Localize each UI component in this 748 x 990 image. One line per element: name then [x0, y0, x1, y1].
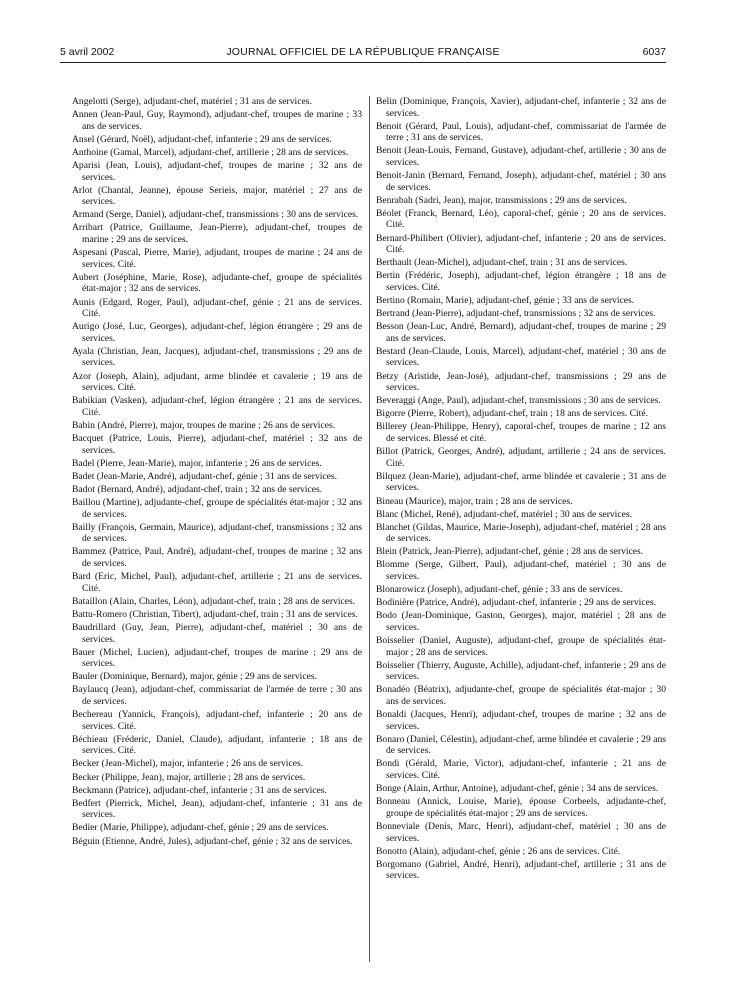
list-item: Badel (Pierre, Jean-Marie), major, infanterie ; 26 ans de services.	[72, 457, 322, 469]
list-item: Bailly (François, Germain, Maurice), adjudant-chef, transmissions ; 32 ans de services.	[72, 521, 362, 545]
list-item: Beckmann (Patrice), adjudant-chef, infanterie ; 31 ans de services.	[72, 784, 327, 796]
list-item: Becker (Philippe, Jean), major, artillerie ; 28 ans de services.	[72, 771, 306, 783]
list-item: Blanc (Michel, René), adjudant-chef, matériel ; 30 ans de services.	[376, 508, 633, 520]
list-item: Ansel (Gérard, Noël), adjudant-chef, infanterie ; 29 ans de services.	[72, 133, 332, 145]
list-item: Baylaucq (Jean), adjudant-chef, commissariat de l'armée de terre ; 30 ans de services.	[72, 684, 362, 707]
list-item: Aparisi (Jean, Louis), adjudant-chef, troupes de marine ; 32 ans de services.	[72, 159, 362, 183]
list-item: Aubert (Joséphine, Marie, Rose), adjudante-chef, groupe de spécialités état-major ; 32 ans de services.	[72, 271, 362, 295]
list-item: Annen (Jean-Paul, Guy, Raymond), adjudant-chef, troupes de marine ; 33 ans de services.	[72, 109, 362, 132]
list-item: Badot (Bernard, André), adjudant-chef, train ; 32 ans de services.	[72, 483, 323, 495]
list-item: Borgomano (Gabriel, André, Henri), adjudant-chef, artillerie ; 31 ans de services.	[376, 858, 666, 882]
list-item: Baillou (Martine), adjudante-chef, groupe de spécialités état-major ; 32 ans de services.	[72, 497, 362, 520]
list-item: Betzy (Aristide, Jean-José), adjudant-chef, transmissions ; 29 ans de services.	[376, 370, 666, 394]
list-item: Benoit (Gérard, Paul, Louis), adjudant-chef, commissariat de l'armée de terre ; 31 ans de services.	[376, 120, 666, 144]
list-item: Blonarowicz (Joseph), adjudant-chef, génie ; 33 ans de services.	[376, 584, 623, 596]
list-item: Blanchet (Gildas, Maurice, Marie-Joseph), adjudant-chef, matériel ; 28 ans de services.	[376, 521, 666, 545]
list-item: Bertino (Romain, Marie), adjudant-chef, génie ; 33 ans de services.	[376, 295, 635, 306]
list-item: Besson (Jean-Luc, André, Bernard), adjudant-chef, troupes de marine ; 29 ans de services.	[376, 321, 666, 344]
list-item: Bernard-Philibert (Olivier), adjudant-chef, infanterie ; 20 ans de services. Cité.	[376, 232, 666, 256]
journal-title: JOURNAL OFFICIEL DE LA RÉPUBLIQUE FRANÇAISE	[226, 46, 500, 58]
list-item: Badet (Jean-Marie, André), adjudant-chef, génie ; 31 ans de services.	[72, 470, 338, 482]
list-item: Bilquez (Jean-Marie), adjudant-chef, arme blindée et cavalerie ; 31 ans de services.	[376, 470, 666, 494]
list-item: Bigorre (Pierre, Robert), adjudant-chef, train ; 18 ans de services. Cité.	[376, 408, 648, 420]
list-item: Becker (Jean-Michel), major, infanterie ; 26 ans de services.	[72, 758, 304, 770]
list-item: Benrabah (Sadri, Jean), major, transmissions ; 29 ans de services.	[376, 194, 627, 206]
list-item: Bestard (Jean-Claude, Louis, Marcel), adjudant-chef, matériel ; 30 ans de services.	[376, 345, 666, 369]
list-item: Bertin (Frédéric, Joseph), adjudant-chef, légion étrangère ; 18 ans de services. Cité.	[376, 270, 666, 293]
list-item: Billot (Patrick, Georges, André), adjudant, artillerie ; 24 ans de services. Cité.	[376, 446, 666, 469]
list-item: Anthoine (Gamal, Marcel), adjudant-chef, artillerie ; 28 ans de services.	[72, 146, 349, 158]
list-item: Boisselier (Daniel, Auguste), adjudant-chef, groupe de spécialités état-major ; 28 ans de services.	[376, 635, 666, 658]
list-item: Bataillon (Alain, Charles, Léon), adjudant-chef, train ; 28 ans de services.	[72, 595, 356, 607]
list-item: Bonaro (Daniel, Célestin), adjudant-chef, arme blindée et cavalerie ; 29 ans de services.	[376, 733, 666, 757]
page-number: 6037	[642, 46, 666, 58]
list-item: Bammez (Patrice, Paul, André), adjudant-chef, troupes de marine ; 32 ans de services.	[72, 546, 362, 569]
list-item: Arlot (Chantal, Jeanne), épouse Serieis, major, matériel ; 27 ans de services.	[72, 184, 362, 208]
list-item: Bedfert (Pierrick, Michel, Jean), adjudant-chef, infanterie ; 31 ans de services.	[72, 797, 362, 821]
list-item: Bondi (Gérald, Marie, Victor), adjudant-chef, infanterie ; 21 ans de services. Cité.	[376, 758, 666, 782]
list-item: Bonotto (Alain), adjudant-chef, génie ; 26 ans de services. Cité.	[376, 845, 621, 857]
list-item: Blomme (Serge, Gilbert, Paul), adjudant-chef, matériel ; 30 ans de services.	[376, 559, 666, 583]
list-item: Aunis (Edgard, Roger, Paul), adjudant-chef, génie ; 21 ans de services. Cité.	[72, 296, 362, 320]
header-rule	[60, 62, 666, 63]
list-item: Bodinière (Patrice, André), adjudant-chef, infanterie ; 29 ans de services.	[376, 597, 656, 609]
column-divider	[369, 96, 370, 962]
list-item: Aspesani (Pascal, Pierre, Marie), adjudant, troupes de marine ; 24 ans de services. Cité.	[72, 247, 362, 270]
header-date: 5 avril 2002	[60, 46, 115, 58]
left-column	[72, 96, 362, 849]
list-item: Beveraggi (Ange, Paul), adjudant-chef, transmissions ; 30 ans de services.	[376, 395, 661, 407]
list-item: Babikian (Vasken), adjudant-chef, légion étrangère ; 21 ans de services. Cité.	[72, 395, 362, 418]
list-item: Armand (Serge, Daniel), adjudant-chef, transmissions ; 30 ans de services.	[72, 209, 359, 221]
list-item: Bonneviale (Denis, Marc, Henri), adjudant-chef, matériel ; 30 ans de services.	[376, 820, 666, 844]
list-item: Billerey (Jean-Philippe, Henry), caporal-chef, troupes de marine ; 12 ans de services. Blessé et cité.	[376, 421, 666, 445]
list-item: Béguin (Etienne, André, Jules), adjudant-chef, génie ; 32 ans de services.	[72, 835, 353, 847]
list-item: Blein (Patrick, Jean-Pierre), adjudant-chef, génie ; 28 ans de services.	[376, 546, 644, 558]
list-item: Bonneau (Annick, Louise, Marie), épouse Corbeels, adjudante-chef, groupe de spécialités état-major ; 29 ans de services.	[376, 796, 666, 819]
list-item: Babin (André, Pierre), major, troupes de marine ; 26 ans de services.	[72, 419, 336, 431]
list-item: Belin (Dominique, François, Xavier), adjudant-chef, infanterie ; 32 ans de services.	[376, 96, 666, 119]
list-item: Béchieau (Fréderic, Daniel, Claude), adjudant, infanterie ; 18 ans de services. Cité.	[72, 733, 362, 757]
list-item: Béolet (Franck, Bernard, Léo), caporal-chef, génie ; 20 ans de services. Cité.	[376, 207, 666, 231]
list-item: Benoit (Jean-Louis, Fernand, Gustave), adjudant-chef, artillerie ; 30 ans de services.	[376, 145, 666, 168]
list-item: Angelotti (Serge), adjudant-chef, matériel ; 31 ans de services.	[72, 96, 312, 107]
list-item: Bauler (Dominique, Bernard), major, génie ; 29 ans de services.	[72, 671, 317, 683]
list-item: Bacquet (Patrice, Louis, Pierre), adjudant-chef, matériel ; 32 ans de services.	[72, 433, 362, 456]
list-item: Boisselier (Thierry, Auguste, Achille), adjudant-chef, infanterie ; 29 ans de services.	[376, 659, 666, 683]
list-item: Baudrillard (Guy, Jean, Pierre), adjudant-chef, matériel ; 30 ans de services.	[72, 621, 362, 645]
list-item: Aurigo (José, Luc, Georges), adjudant-chef, légion étrangère ; 29 ans de services.	[72, 321, 362, 344]
list-item: Bonadéo (Béatrix), adjudante-chef, groupe de spécialités état-major ; 30 ans de services.	[376, 684, 666, 707]
list-item: Bineau (Maurice), major, train ; 28 ans de services.	[376, 495, 573, 507]
list-item: Bonaldi (Jacques, Henri), adjudant-chef, troupes de marine ; 32 ans de services.	[376, 709, 666, 732]
list-item: Berthault (Jean-Michel), adjudant-chef, train ; 31 ans de services.	[376, 257, 628, 269]
list-item: Bedier (Marie, Philippe), adjudant-chef, génie ; 29 ans de services.	[72, 822, 329, 834]
right-column	[376, 96, 666, 883]
list-item: Battu-Romero (Christian, Tibert), adjudant-chef, train ; 31 ans de services.	[72, 608, 358, 620]
list-item: Bonge (Alain, Arthur, Antoine), adjudant-chef, génie ; 34 ans de services.	[376, 783, 659, 795]
list-item: Ayala (Christian, Jean, Jacques), adjudant-chef, transmissions ; 29 ans de services.	[72, 345, 362, 369]
page-header	[60, 46, 666, 62]
list-item: Bodo (Jean-Dominique, Gaston, Georges), major, matériel ; 28 ans de services.	[376, 610, 666, 633]
list-item: Bauer (Michel, Lucien), adjudant-chef, troupes de marine ; 29 ans de services.	[72, 646, 362, 670]
list-item: Bertrand (Jean-Pierre), adjudant-chef, transmissions ; 32 ans de services.	[376, 308, 656, 320]
list-item: Arribart (Patrice, Guillaume, Jean-Pierre), adjudant-chef, troupes de marine ; 29 ans de services.	[72, 222, 362, 246]
list-item: Bard (Eric, Michel, Paul), adjudant-chef, artillerie ; 21 ans de services. Cité.	[72, 571, 362, 594]
list-item: Bechereau (Yannick, François), adjudant-chef, infanterie ; 20 ans de services. Cité.	[72, 709, 362, 732]
list-item: Azor (Joseph, Alain), adjudant, arme blindée et cavalerie ; 19 ans de services. Cité.	[72, 370, 362, 394]
list-item: Benoit-Janin (Bernard, Fernand, Joseph), adjudant-chef, matériel ; 30 ans de services.	[376, 170, 666, 193]
